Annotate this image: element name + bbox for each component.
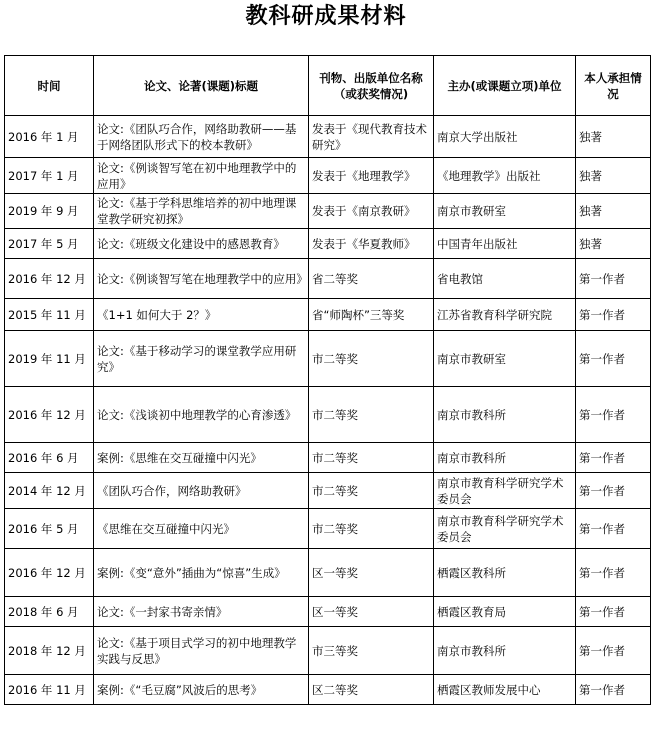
row-time: 2019 年 11 月	[5, 331, 94, 387]
table-row	[5, 116, 651, 158]
row-time: 2018 年 12 月	[5, 627, 94, 675]
row-time: 2019 年 9 月	[5, 194, 94, 229]
row-title: 案例:《变“意外”插曲为“惊喜”生成》	[94, 549, 309, 597]
table-row	[5, 509, 651, 549]
table-row	[5, 443, 651, 473]
row-title: 论文:《基于学科思维培养的初中地理课堂教学研究初探》	[94, 194, 309, 229]
row-time: 2017 年 5 月	[5, 229, 94, 259]
header-publication: 刊物、出版单位名称（或获奖情况)	[309, 56, 434, 116]
table-row	[5, 194, 651, 229]
row-organizer: 中国青年出版社	[434, 229, 576, 259]
page-title: 教科研成果材料	[245, 4, 407, 29]
row-organizer: 江苏省教育科学研究院	[434, 299, 576, 331]
row-title: 案例:《思维在交互碰撞中闪光》	[94, 443, 309, 473]
row-publication: 发表于《华夏教师》	[309, 229, 434, 259]
header-time: 时间	[5, 56, 94, 116]
row-organizer: 南京市教育科学研究学术委员会	[434, 509, 576, 549]
row-organizer: 南京市教科所	[434, 627, 576, 675]
row-organizer: 南京市教研室	[434, 194, 576, 229]
table-header-row	[5, 56, 651, 116]
achievements-table	[4, 55, 651, 705]
row-title: 《1+1 如何大于 2？》	[94, 299, 309, 331]
row-publication: 省二等奖	[309, 259, 434, 299]
row-title: 论文:《例谈智写笔在初中地理教学中的应用》	[94, 158, 309, 194]
row-role: 第一作者	[576, 473, 651, 509]
row-publication: 市二等奖	[309, 473, 434, 509]
table-row	[5, 597, 651, 627]
header-role: 本人承担情况	[576, 56, 651, 116]
row-organizer: 栖霞区教育局	[434, 597, 576, 627]
row-publication: 发表于《南京教研》	[309, 194, 434, 229]
row-organizer: 南京市教育科学研究学术委员会	[434, 473, 576, 509]
row-publication: 市二等奖	[309, 509, 434, 549]
row-organizer: 南京市教科所	[434, 387, 576, 443]
row-time: 2016 年 12 月	[5, 259, 94, 299]
row-title: 论文:《团队巧合作，网络助教研——基于网络团队形式下的校本教研》	[94, 116, 309, 158]
row-time: 2015 年 11 月	[5, 299, 94, 331]
table-row	[5, 158, 651, 194]
row-role: 第一作者	[576, 331, 651, 387]
row-title: 论文:《基于项目式学习的初中地理教学实践与反思》	[94, 627, 309, 675]
row-organizer: 栖霞区教科所	[434, 549, 576, 597]
row-title: 《思维在交互碰撞中闪光》	[94, 509, 309, 549]
row-role: 第一作者	[576, 259, 651, 299]
row-role: 独著	[576, 229, 651, 259]
row-time: 2017 年 1 月	[5, 158, 94, 194]
row-publication: 区二等奖	[309, 675, 434, 705]
row-organizer: 南京市教科所	[434, 443, 576, 473]
table-row	[5, 473, 651, 509]
row-organizer: 《地理教学》出版社	[434, 158, 576, 194]
row-publication: 市三等奖	[309, 627, 434, 675]
row-time: 2016 年 12 月	[5, 387, 94, 443]
row-organizer: 省电教馆	[434, 259, 576, 299]
row-role: 独著	[576, 158, 651, 194]
table-row	[5, 549, 651, 597]
row-role: 第一作者	[576, 509, 651, 549]
row-title: 案例:《“毛豆腐”风波后的思考》	[94, 675, 309, 705]
row-time: 2016 年 12 月	[5, 549, 94, 597]
row-time: 2016 年 6 月	[5, 443, 94, 473]
row-role: 第一作者	[576, 549, 651, 597]
row-role: 第一作者	[576, 627, 651, 675]
row-role: 第一作者	[576, 443, 651, 473]
row-publication: 发表于《地理教学》	[309, 158, 434, 194]
row-time: 2016 年 5 月	[5, 509, 94, 549]
table-row	[5, 259, 651, 299]
row-organizer: 南京大学出版社	[434, 116, 576, 158]
table-row	[5, 387, 651, 443]
table-row	[5, 331, 651, 387]
row-title: 论文:《例谈智写笔在地理教学中的应用》	[94, 259, 309, 299]
row-publication: 市二等奖	[309, 443, 434, 473]
row-publication: 市二等奖	[309, 387, 434, 443]
row-organizer: 栖霞区教师发展中心	[434, 675, 576, 705]
row-publication: 省“师陶杯”三等奖	[309, 299, 434, 331]
row-time: 2014 年 12 月	[5, 473, 94, 509]
row-publication: 区一等奖	[309, 597, 434, 627]
table-row	[5, 675, 651, 705]
row-title: 论文:《一封家书寄亲情》	[94, 597, 309, 627]
row-title: 论文:《基于移动学习的课堂教学应用研究》	[94, 331, 309, 387]
row-role: 第一作者	[576, 299, 651, 331]
row-role: 第一作者	[576, 597, 651, 627]
row-organizer: 南京市教研室	[434, 331, 576, 387]
row-time: 2016 年 1 月	[5, 116, 94, 158]
table-row	[5, 229, 651, 259]
table-row	[5, 627, 651, 675]
row-publication: 区一等奖	[309, 549, 434, 597]
row-role: 独著	[576, 194, 651, 229]
row-publication: 市二等奖	[309, 331, 434, 387]
table-row	[5, 299, 651, 331]
row-publication: 发表于《现代教育技术研究》	[309, 116, 434, 158]
header-organizer: 主办(或课题立项)单位	[434, 56, 576, 116]
row-title: 论文:《浅谈初中地理教学的心育渗透》	[94, 387, 309, 443]
header-title: 论文、论著(课题)标题	[94, 56, 309, 116]
row-role: 第一作者	[576, 387, 651, 443]
row-role: 独著	[576, 116, 651, 158]
row-title: 论文:《班级文化建设中的感恩教育》	[94, 229, 309, 259]
row-time: 2016 年 11 月	[5, 675, 94, 705]
row-title: 《团队巧合作，网络助教研》	[94, 473, 309, 509]
row-time: 2018 年 6 月	[5, 597, 94, 627]
row-role: 第一作者	[576, 675, 651, 705]
